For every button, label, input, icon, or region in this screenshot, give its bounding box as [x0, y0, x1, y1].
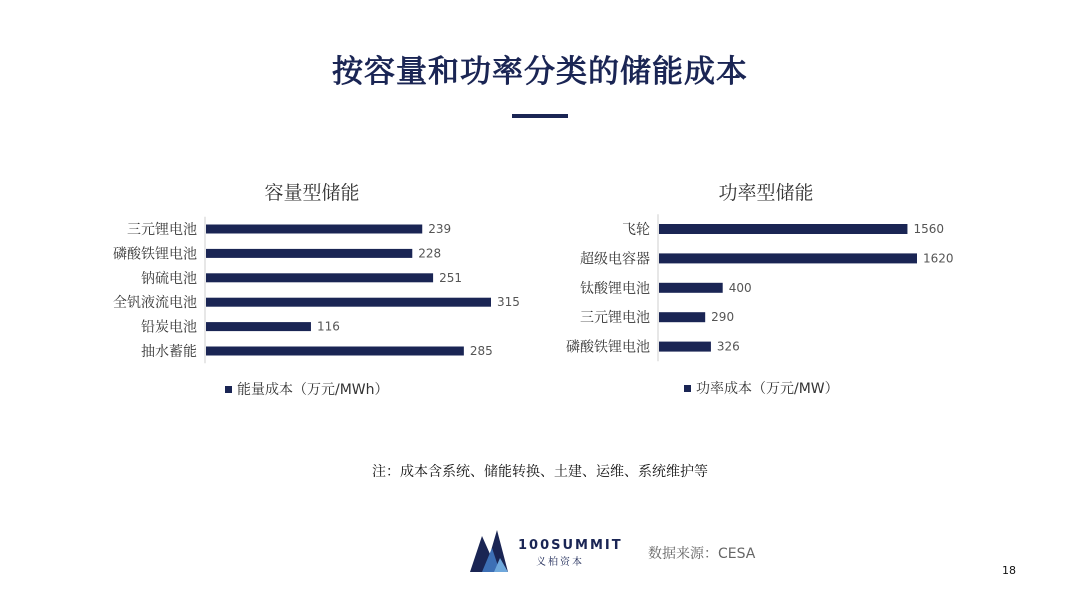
legend-swatch — [684, 385, 691, 392]
data-label: 400 — [728, 280, 752, 295]
chart-2-legend — [684, 378, 839, 398]
bar — [659, 253, 917, 263]
data-label: 228 — [418, 246, 442, 261]
category-label: 铅炭电池 — [141, 319, 197, 336]
footnote: 注：成本含系统、储能转换、土建、运维、系统维护等 — [372, 464, 708, 480]
bar — [659, 312, 705, 322]
logo-text-en: 100SUMMIT — [518, 538, 623, 553]
data-label: 116 — [316, 319, 340, 334]
chart-1-legend-label: 能量成本（万元/MWh） — [237, 382, 389, 398]
page-title: 按容量和功率分类的储能成本 — [332, 54, 748, 90]
data-label: 326 — [716, 339, 740, 354]
data-label: 290 — [711, 310, 735, 325]
page-number: 18 — [1002, 564, 1016, 577]
category-label: 三元锂电池 — [127, 222, 197, 238]
chart-1-title: 容量型储能 — [264, 182, 360, 204]
category-label: 超级电容器 — [580, 251, 650, 268]
category-label: 全钒液流电池 — [113, 295, 197, 312]
chart-2-title: 功率型储能 — [718, 182, 814, 204]
data-label: 239 — [428, 222, 452, 236]
category-label: 钛酸锂电池 — [580, 280, 650, 297]
category-label: 磷酸铁锂电池 — [113, 246, 197, 263]
category-label: 磷酸铁锂电池 — [566, 339, 650, 356]
data-label: 315 — [497, 295, 520, 310]
category-label: 三元锂电池 — [580, 310, 650, 327]
category-label: 钠硫电池 — [141, 270, 197, 287]
data-label: 285 — [469, 344, 493, 358]
bar — [659, 283, 723, 293]
bar — [659, 224, 907, 234]
data-label: 1620 — [923, 251, 954, 266]
category-label: 抽水蓄能 — [141, 344, 197, 360]
category-label: 飞轮 — [622, 222, 650, 238]
data-label: 1560 — [913, 222, 944, 236]
data-label: 251 — [439, 270, 463, 285]
bar — [659, 342, 711, 352]
data-source: 数据来源：CESA — [648, 546, 756, 562]
chart-2-legend-label: 功率成本（万元/MW） — [696, 381, 839, 397]
logo-text-cn: 义柏资本 — [536, 557, 584, 568]
